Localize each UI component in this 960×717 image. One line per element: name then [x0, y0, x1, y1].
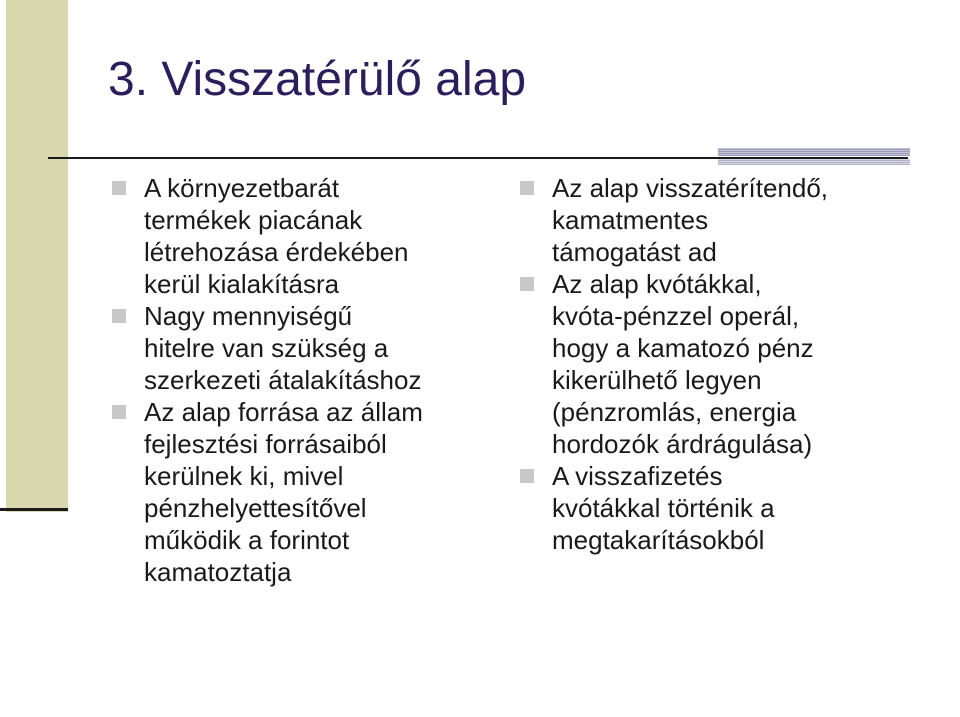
- bullet-item: [112, 172, 492, 300]
- bullet-text: Nagy mennyiségű hitelre van szükség a szerkezeti átalakításhoz: [144, 301, 422, 395]
- square-bullet-icon: [112, 181, 126, 195]
- bullet-text: Az alap visszatérítendő, kamatmentes támogatást ad: [552, 173, 829, 267]
- bullet-item: [520, 172, 940, 268]
- bullet-text: Az alap kvótákkal, kvóta-pénzzel operál, hogy a kamatozó pénz kikerülhető legyen (pénzromlás, energia hordozók árdrágulása): [552, 269, 814, 459]
- right-column: [520, 172, 940, 556]
- title-rule-accent-lower: [718, 159, 910, 165]
- title-rule-accent: [718, 148, 910, 156]
- bullet-item: [520, 460, 940, 556]
- bullet-item: [520, 268, 940, 460]
- bullet-item: [112, 396, 492, 588]
- square-bullet-icon: [520, 277, 534, 291]
- bullet-text: Az alap forrása az állam fejlesztési forrásaiból kerülnek ki, mivel pénzhelyettesítővel működik a forintot kamatoztatja: [144, 397, 423, 587]
- square-bullet-icon: [112, 309, 126, 323]
- side-band-rule: [0, 508, 68, 511]
- square-bullet-icon: [112, 405, 126, 419]
- side-band-decoration: [6, 0, 68, 512]
- bullet-text: A visszafizetés kvótákkal történik a megtakarításokból: [552, 461, 775, 555]
- slide-title: 3. Visszatérülő alap: [108, 53, 527, 106]
- bullet-text: A környezetbarát termékek piacának létrehozása érdekében kerül kialakításra: [144, 173, 409, 299]
- bullet-item: [112, 300, 492, 396]
- square-bullet-icon: [520, 181, 534, 195]
- left-column: [112, 172, 492, 588]
- square-bullet-icon: [520, 469, 534, 483]
